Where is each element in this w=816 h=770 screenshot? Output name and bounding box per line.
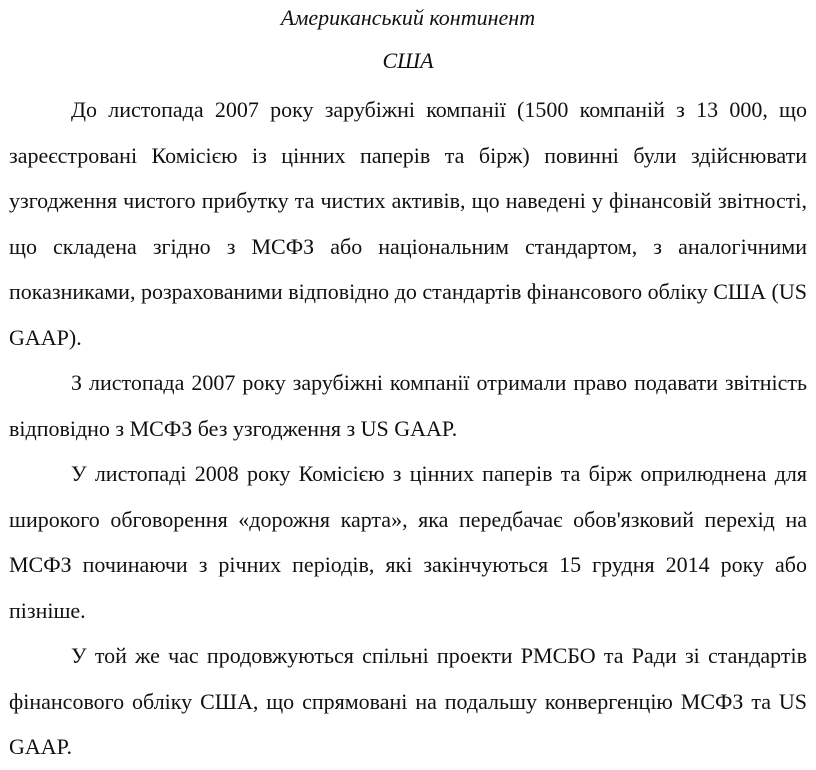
paragraph-2: З листопада 2007 року зарубіжні компанії отримали право подавати звітність відповідно з МСФЗ без узгодження з US GAAP.: [9, 370, 807, 441]
paragraph-1: До листопада 2007 року зарубіжні компанії (1500 компаній з 13 000, що зареєстровані Комісією із цінних паперів та бірж) повинні були здійснювати узгодження чистого прибутку та чистих активів, що наведені у фінансовій звітності, що складена згідно з МСФЗ або національним стандартом, з аналогічними показниками, розрахованими відповідно до стандартів фінансового обліку США (US GAAP).: [9, 97, 807, 350]
paragraph-4: У той же час продовжуються спільні проекти РМСБО та Ради зі стандартів фінансового обліку США, що спрямовані на подальшу конвергенцію МСФЗ та US GAAP.: [9, 643, 807, 759]
section-title: Американський континент: [280, 5, 536, 30]
subsection-title: США: [382, 48, 434, 73]
document-page: [9, 0, 807, 770]
paragraph-3: У листопаді 2008 року Комісією з цінних паперів та бірж оприлюднена для широкого обговорення «дорожня карта», яка передбачає обов'язковий перехід на МСФЗ починаючи з річних періодів, які закінчуються 15 грудня 2014 року або пізніше.: [9, 461, 807, 623]
document-body: [9, 87, 807, 770]
